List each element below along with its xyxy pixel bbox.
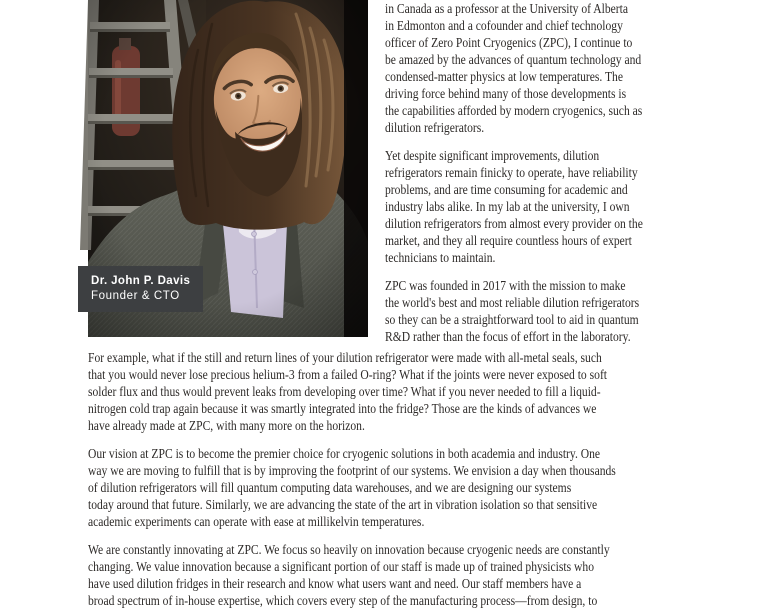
text-line: that you would never lose precious helium-3 from a failed O-ring? What if the joints were never exposed to soft [88,368,608,383]
text-line: market, and they all require countless hours of expert [385,234,632,249]
text-line: be amazed by the advances of quantum technology and [385,53,642,68]
text-line: For example, what if the still and return lines of your dilution refrigerator were made with all-metal seals, such [88,351,602,366]
text-line: have used dilution fridges in their research and know what users want and need. Our staff members have a [88,577,582,592]
text-line: officer of Zero Point Cryogenics (ZPC), I continue to [385,36,633,51]
text-line: Our vision at ZPC is to become the premier choice for cryogenic solutions in both academia and industry. One [88,447,601,462]
text-line: have already made at ZPC, with many more on the horizon. [88,419,365,434]
text-line: nitrogen cold trap again because it was smartly integrated into the fridge? Those are the kinds of advances we [88,402,597,417]
text-line: the world's best and most reliable dilution refrigerators [385,296,640,311]
paragraph-yet-despite [385,148,693,267]
text-line: R&D rather than the focus of effort in the laboratory. [385,330,631,345]
text-line: ZPC was founded in 2017 with the mission to make [385,279,626,294]
text-line: academic experiments can operate with ease at millikelvin temperatures. [88,515,425,530]
paragraph-canada [385,1,693,137]
paragraph-for-example [88,350,691,435]
text-line: in Edmonton and a cofounder and chief technology [385,19,623,34]
paragraph-zpc-founded [385,278,693,346]
text-line: dilution refrigerators. [385,121,485,136]
caption-name: Dr. John P. Davis [91,275,191,287]
text-line: dilution refrigerators from almost every provider on the [385,217,643,232]
text-line: technicians to maintain. [385,251,496,266]
article-right-column [385,1,693,346]
text-line: driving force behind many of those developments is [385,87,627,102]
text-line: changing. We value innovation because a significant portion of our staff is made up of trained physicists who [88,560,594,575]
paragraph-our-vision [88,446,691,531]
text-line: refrigerators remain finicky to operate, have reliability [385,166,638,181]
text-line: solder flux and thus would prevent leaks from developing over time? What if you never needed to fill a liquid- [88,385,601,400]
text-line: broad spectrum of in-house expertise, which covers every step of the manufacturing process—from design, to [88,594,598,609]
article-full-width [88,350,691,610]
text-line: today around that future. Similarly, we are advancing the state of the art in vibration isolation so that sensitive [88,498,598,513]
photo-caption [78,266,203,312]
text-line: so they can be a straightforward tool to aid in quantum [385,313,639,328]
text-line: industry labs alike. In my lab at the university, I own [385,200,630,215]
caption-title: Founder & CTO [91,290,180,302]
text-line: in Canada as a professor at the University of Alberta [385,2,629,17]
paragraph-innovating [88,542,691,610]
text-line: way we are moving to fulfill that is by improving the footprint of our systems. We envision a day when thousands [88,464,616,479]
text-line: Yet despite significant improvements, dilution [385,149,600,164]
text-line: of dilution refrigerators will fill quantum computing data warehouses, and we are designing our systems [88,481,572,496]
text-line: condensed-matter physics at low temperatures. The [385,70,623,85]
text-line: We are constantly innovating at ZPC. We focus so heavily on innovation because cryogenic needs are constantly [88,543,610,558]
text-line: problems, and are time consuming for academic and [385,183,628,198]
text-line: the capabilities afforded by modern cryogenics, such as [385,104,643,119]
